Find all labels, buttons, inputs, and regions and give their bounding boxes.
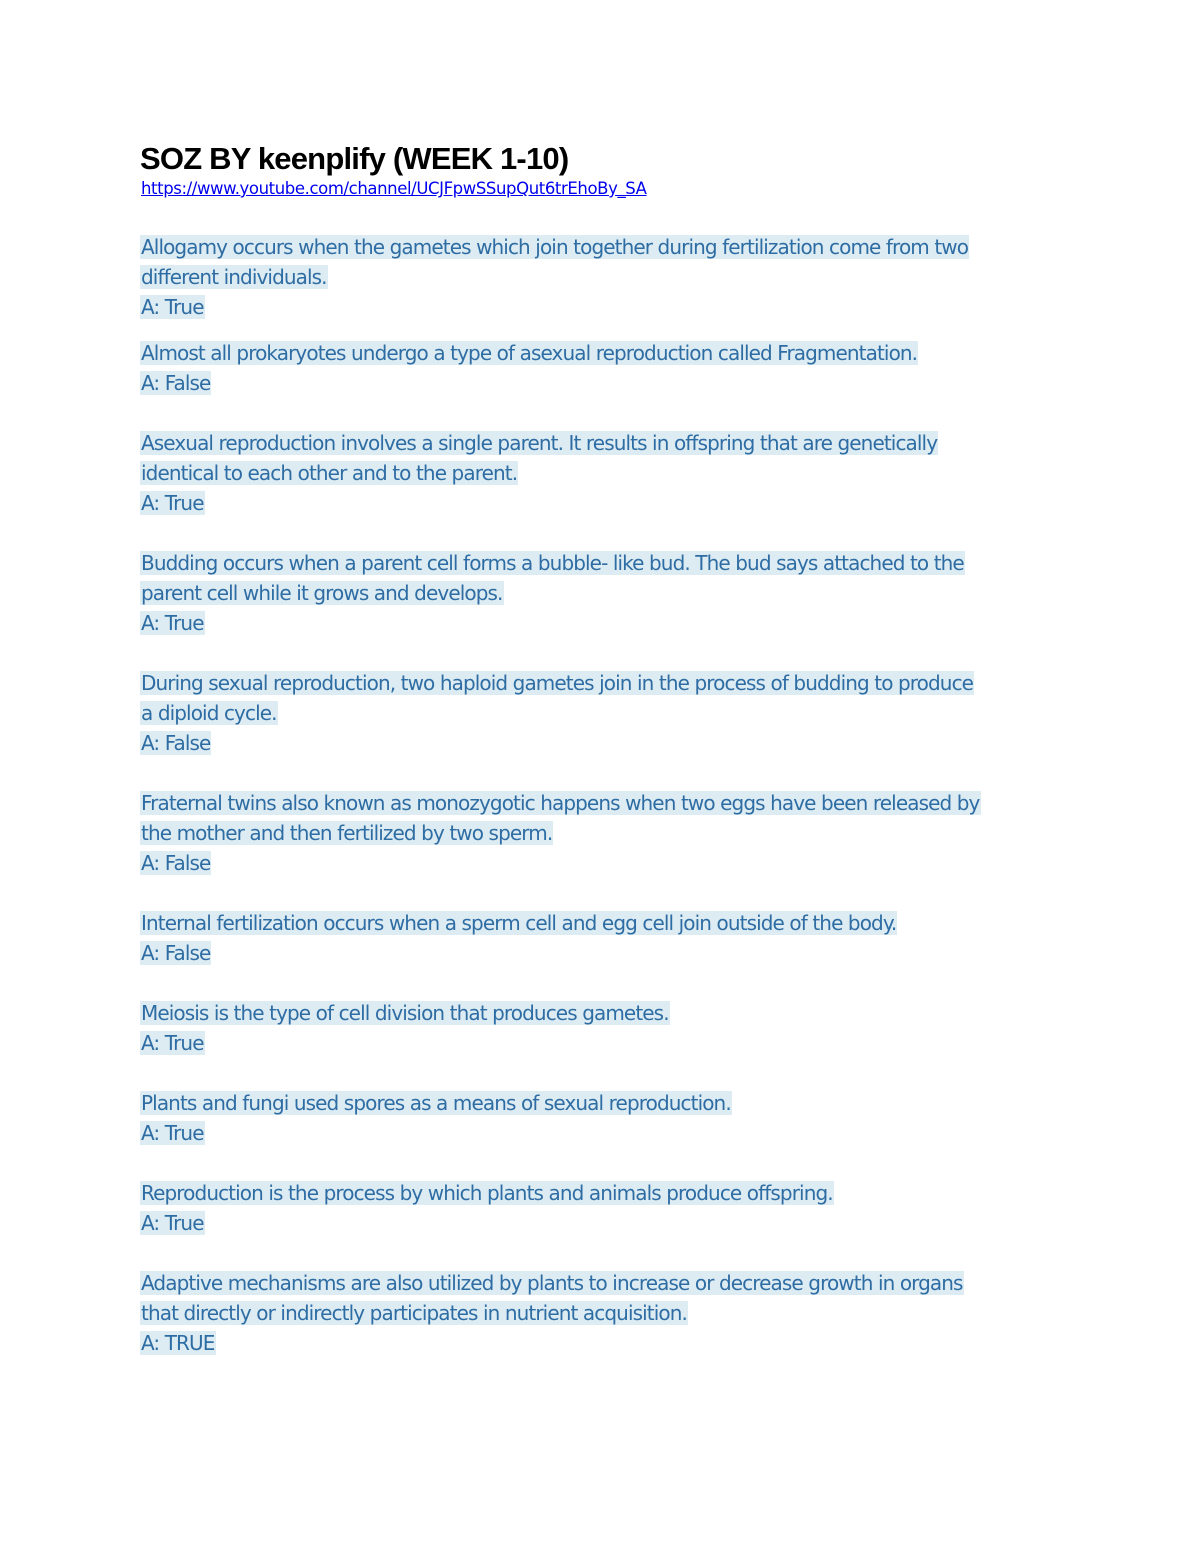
question-line-2: different individuals. bbox=[141, 265, 327, 289]
answer: A: True bbox=[141, 1121, 204, 1145]
qa-item-10 bbox=[140, 1178, 1080, 1238]
question-line-1: Fraternal twins also known as monozygotic happens when two eggs have been released by bbox=[141, 791, 980, 815]
question-line-1: Budding occurs when a parent cell forms a bubble- like bud. The bud says attached to the bbox=[141, 551, 964, 575]
qa-item-4 bbox=[140, 548, 1080, 638]
question-line-1: Almost all prokaryotes undergo a type of asexual reproduction called Fragmentation. bbox=[141, 341, 918, 365]
question-line-1: Asexual reproduction involves a single parent. It results in offspring that are genetically bbox=[141, 431, 938, 455]
answer: A: False bbox=[141, 851, 211, 875]
question-line-1: Allogamy occurs when the gametes which join together during fertilization come from two bbox=[141, 235, 969, 259]
question-line-1: Adaptive mechanisms are also utilized by plants to increase or decrease growth in organs bbox=[141, 1271, 963, 1295]
qa-item-9 bbox=[140, 1088, 1080, 1148]
question-line-2: the mother and then fertilized by two sperm. bbox=[141, 821, 553, 845]
answer: A: True bbox=[141, 611, 204, 635]
answer: A: False bbox=[141, 731, 211, 755]
youtube-channel-link[interactable]: https://www.youtube.com/channel/UCJFpwSSupQut6trEhoBy_SA bbox=[141, 179, 647, 198]
qa-item-5 bbox=[140, 668, 1080, 758]
answer: A: False bbox=[141, 371, 211, 395]
answer: A: False bbox=[141, 941, 211, 965]
qa-item-3 bbox=[140, 428, 1080, 518]
answer: A: True bbox=[141, 1211, 204, 1235]
qa-item-1 bbox=[140, 232, 1080, 322]
qa-item-8 bbox=[140, 998, 1080, 1058]
question-line-1: Plants and fungi used spores as a means of sexual reproduction. bbox=[141, 1091, 731, 1115]
question-line-2: parent cell while it grows and develops. bbox=[141, 581, 503, 605]
answer: A: True bbox=[141, 1031, 204, 1055]
question-line-2: identical to each other and to the parent. bbox=[141, 461, 518, 485]
qa-item-7 bbox=[140, 908, 1080, 968]
qa-item-6 bbox=[140, 788, 1080, 878]
answer: A: True bbox=[141, 491, 204, 515]
answer: A: True bbox=[141, 295, 204, 319]
question-line-1: Reproduction is the process by which plants and animals produce offspring. bbox=[141, 1181, 833, 1205]
question-line-1: During sexual reproduction, two haploid gametes join in the process of budding to produce bbox=[141, 671, 974, 695]
question-line-2: that directly or indirectly participates in nutrient acquisition. bbox=[141, 1301, 687, 1325]
qa-item-11 bbox=[140, 1268, 1080, 1358]
question-line-1: Meiosis is the type of cell division that produces gametes. bbox=[141, 1001, 669, 1025]
qa-item-2 bbox=[140, 338, 1080, 398]
question-line-2: a diploid cycle. bbox=[141, 701, 277, 725]
document-title: SOZ BY keenplify (WEEK 1-10) bbox=[140, 141, 569, 176]
question-line-1: Internal fertilization occurs when a sperm cell and egg cell join outside of the body. bbox=[141, 911, 897, 935]
answer: A: TRUE bbox=[141, 1331, 215, 1355]
